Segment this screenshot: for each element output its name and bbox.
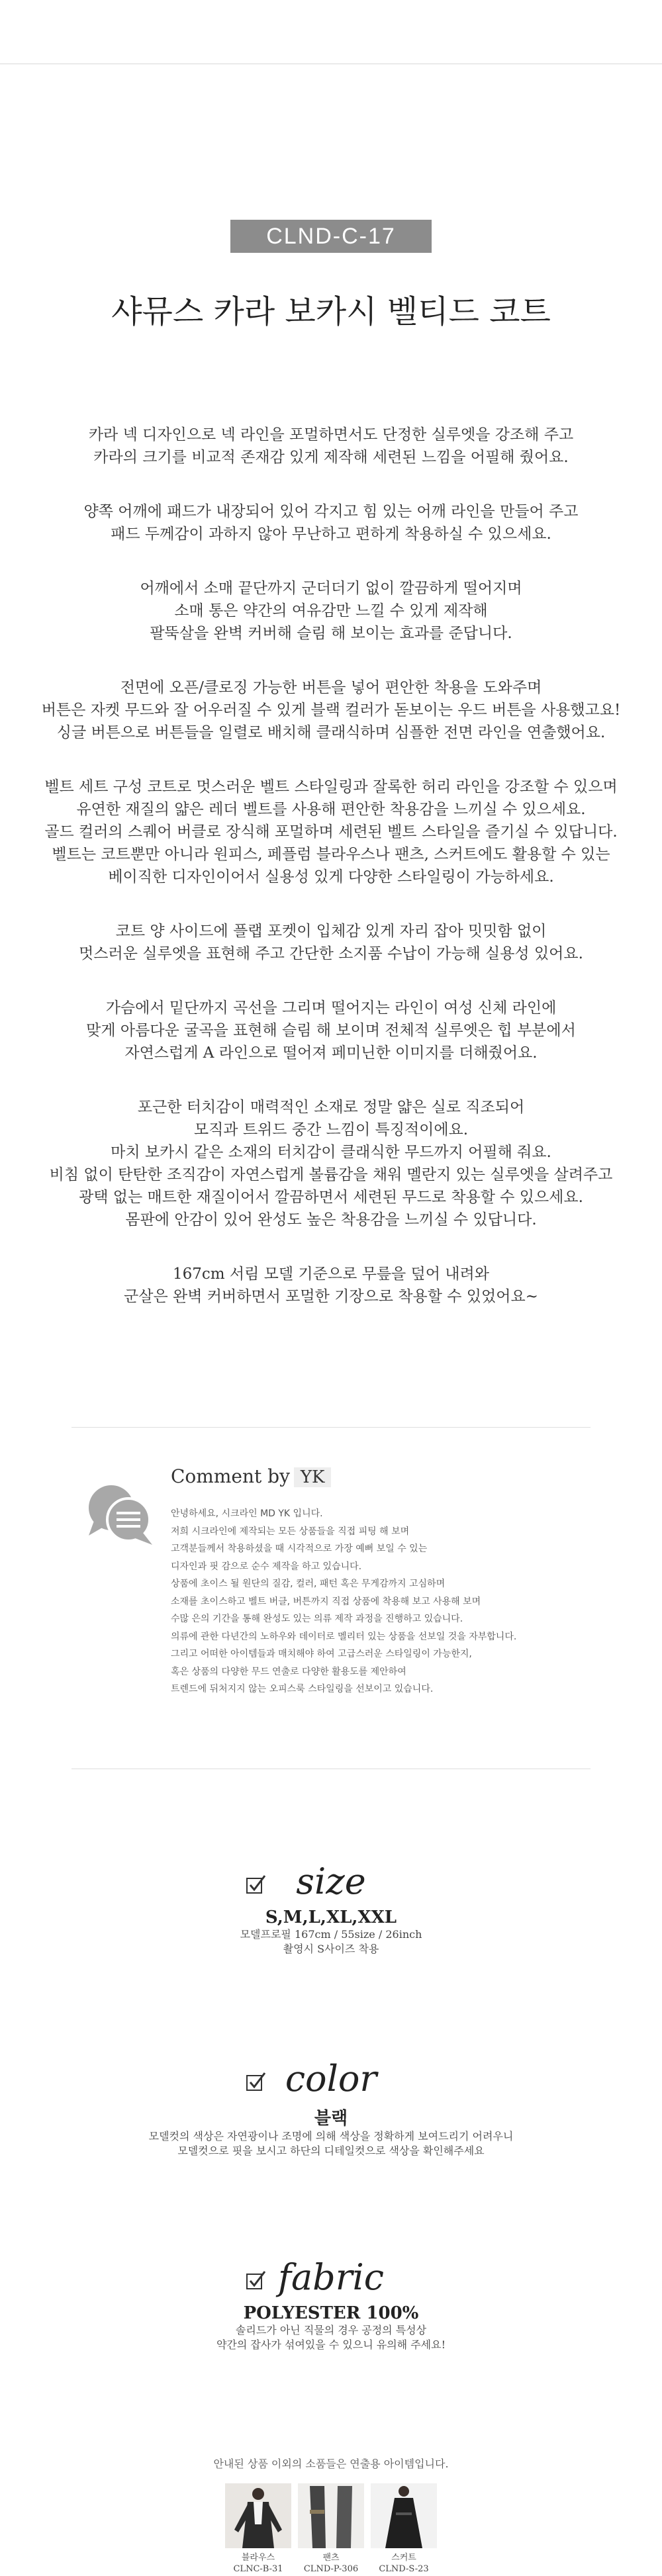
size-title: size: [296, 1861, 366, 1902]
related-item-name: 팬츠: [322, 2553, 340, 2563]
fabric-section: [0, 2254, 662, 2352]
description-line: 골드 컬러의 스퀘어 버클로 장식해 포멀하며 세련된 벨트 스타일을 즐기실 수 있답니다.: [44, 823, 618, 841]
related-item-code: CLNC-B-31: [233, 2564, 283, 2574]
description-line: 벨트 세트 구성 코트로 멋스러운 벨트 스타일링과 잘록한 허리 라인을 강조할 수 있으며: [44, 778, 618, 796]
description-line: 양쪽 어깨에 패드가 내장되어 있어 각지고 힘 있는 어깨 라인을 만들어 주고: [83, 503, 579, 520]
checkbox-icon: [245, 1873, 267, 1896]
product-code-badge: CLND-C-17: [230, 220, 432, 253]
description-paragraph: [0, 1263, 662, 1308]
description-line: 코트 양 사이드에 플랩 포켓이 입체감 있게 자리 잡아 밋밋함 없이: [115, 923, 547, 940]
description-line: 베이직한 디자인이어서 실용성 있게 다양한 스타일링이 가능하세요.: [108, 868, 554, 886]
fabric-note: 약간의 잡사가 섞여있을 수 있으니 유의해 주세요!: [216, 2338, 446, 2351]
comment-line: 고객분들께서 착용하셨을 때 시각적으로 가장 예뻐 보일 수 있는: [171, 1543, 428, 1554]
description-line: 팔뚝살을 완벽 커버해 슬림 해 보이는 효과를 준답니다.: [150, 625, 512, 642]
comment-heading: [171, 1465, 331, 1487]
comment-line: 소재를 초이스하고 벨트 버클, 버튼까지 직접 상품에 착용해 보고 사용해 보며: [171, 1596, 481, 1607]
fabric-title: fabric: [277, 2256, 385, 2298]
color-note: 모델컷의 색상은 자연광이나 조명에 의해 색상을 정확하게 보여드리기 어려우니: [148, 2130, 514, 2142]
description-line: 마치 보카시 같은 소재의 터치감이 클래식한 무드까지 어필해 줘요.: [111, 1144, 551, 1161]
comment-line: 저희 시크라인에 제작되는 모든 상품들을 직접 피팅 해 보며: [171, 1526, 410, 1537]
product-description: [0, 424, 662, 1340]
skirt-label: [361, 2552, 447, 2575]
description-paragraph: [0, 1096, 662, 1231]
description-line: 포근한 터치감이 매력적인 소재로 정말 얇은 실로 직조되어: [137, 1099, 525, 1116]
fabric-note: 솔리드가 아닌 직물의 경우 공정의 특성상: [235, 2324, 427, 2336]
description-line: 벨트는 코트뿐만 아니라 원피스, 페플럼 블라우스나 팬츠, 스커트에도 활용할 수 있는: [52, 846, 610, 863]
skirt-thumbnail[interactable]: [371, 2483, 437, 2548]
comment-line: 안녕하세요, 시크라인 MD YK 입니다.: [171, 1508, 323, 1519]
color-section: [0, 2056, 662, 2158]
description-line: 광택 없는 매트한 재질이어서 깔끔하면서 세련된 무드로 착용할 수 있으세요.: [79, 1189, 583, 1206]
description-paragraph: [0, 500, 662, 545]
size-header: [0, 1859, 662, 1905]
description-line: 전면에 오픈/클로징 가능한 버튼을 넣어 편안한 착용을 도와주며: [120, 679, 542, 696]
comment-line: 의류에 관한 다년간의 노하우와 데이터로 멜리터 있는 상품을 선보일 것을 자부합니다.: [171, 1631, 517, 1642]
description-line: 버튼은 자켓 무드와 잘 어우러질 수 있게 블랙 컬러가 돋보이는 우드 버튼을 사용했고요!: [41, 702, 621, 719]
description-line: 맞게 아름다운 굴곡을 표현해 슬림 해 보이며 전체적 실루엣은 힙 부분에서: [86, 1022, 576, 1039]
description-line: 자연스럽게 A 라인으로 떨어져 페미닌한 이미지를 더해줬어요.: [124, 1044, 538, 1062]
color-value: 블랙: [314, 2109, 348, 2129]
size-section: [0, 1859, 662, 1956]
checkbox-icon: [245, 2269, 267, 2291]
description-line: 멋스러운 실루엣을 표현해 주고 간단한 소지품 수납이 가능해 실용성 있어요.: [79, 945, 583, 962]
description-paragraph: [0, 424, 662, 469]
comment-line: 그리고 어떠한 아이템들과 매치해야 하여 고급스러운 스타일링이 가능한지,: [171, 1649, 472, 1659]
speech-bubbles-icon: [85, 1481, 158, 1547]
section-divider: [71, 1427, 591, 1428]
comment-line: 트렌드에 뒤처지지 않는 오피스룩 스타일링을 선보이고 있습니다.: [171, 1684, 434, 1694]
description-line: 싱글 버튼으로 버튼들을 일렬로 배치해 클래식하며 심플한 전면 라인을 연출했어요.: [56, 724, 606, 741]
description-line: 소매 통은 약간의 여유감만 느낄 수 있게 제작해: [174, 602, 488, 620]
description-line: 카라 넥 디자인으로 넥 라인을 포멀하면서도 단정한 실루엣을 강조해 주고: [88, 426, 574, 443]
description-line: 패드 두께감이 과하지 않아 무난하고 편하게 착용하실 수 있으세요.: [111, 526, 551, 543]
comment-body: [171, 1505, 581, 1698]
description-paragraph: [0, 776, 662, 888]
related-item-name: 블라우스: [241, 2553, 275, 2563]
description-line: 비침 없이 탄탄한 조직감이 자연스럽게 볼륨감을 채워 멜란지 있는 실루엣을 살려주고: [49, 1166, 613, 1183]
description-line: 카라의 크기를 비교적 존재감 있게 제작해 세련된 느낌을 어필해 줬어요.: [93, 449, 569, 466]
description-line: 군살은 완벽 커버하면서 포멀한 기장으로 착용할 수 있었어요~: [124, 1288, 538, 1305]
color-note: 모델컷으로 핏을 보시고 하단의 디테일컷으로 색상을 확인해주세요: [177, 2144, 485, 2157]
blouse-thumbnail[interactable]: [225, 2483, 291, 2548]
related-item-code: CLND-P-306: [303, 2564, 359, 2574]
description-line: 가슴에서 밑단까지 곡선을 그리며 떨어지는 라인이 여성 신체 라인에: [105, 999, 557, 1017]
related-item-name: 스커트: [391, 2553, 416, 2563]
checkbox-icon: [245, 2070, 267, 2093]
related-item-code: CLND-S-23: [379, 2564, 429, 2574]
comment-author: YK: [294, 1467, 332, 1487]
fabric-value: POLYESTER 100%: [243, 2303, 419, 2323]
comment-line: 혹은 상품의 다양한 무드 연출로 다양한 활용도를 제안하여: [171, 1666, 406, 1677]
description-paragraph: [0, 920, 662, 965]
description-paragraph: [0, 676, 662, 744]
size-value: S,M,L,XL,XXL: [265, 1908, 397, 1927]
comment-heading-label: Comment by: [171, 1465, 290, 1487]
product-title: 샤뮤스 카라 보카시 벨티드 코트: [111, 293, 551, 330]
color-title: color: [285, 2058, 377, 2099]
comment-line: 디자인과 핏 감으로 순수 제작을 하고 있습니다.: [171, 1561, 362, 1572]
description-line: 167cm 서림 모델 기준으로 무릎을 덮어 내려와: [173, 1265, 489, 1283]
related-items-note: 안내된 상품 이외의 소품들은 연출용 아이템입니다.: [213, 2458, 449, 2470]
fabric-header: [0, 2254, 662, 2301]
description-line: 유연한 재질의 얇은 레더 벨트를 사용해 편안한 착용감을 느끼실 수 있으세요.: [76, 801, 586, 818]
description-line: 모직과 트위드 중간 느낌이 특징적이에요.: [193, 1121, 469, 1138]
size-note: 모델프로필 167cm / 55size / 26inch: [240, 1928, 422, 1941]
description-line: 몸판에 안감이 있어 완성도 높은 착용감을 느끼실 수 있답니다.: [125, 1211, 537, 1228]
description-line: 어깨에서 소매 끝단까지 군더더기 없이 깔끔하게 떨어지며: [140, 580, 522, 597]
color-header: [0, 2056, 662, 2102]
description-paragraph: [0, 997, 662, 1064]
comment-line: 수많 은의 기간을 통해 완성도 있는 의류 제작 과정을 진행하고 있습니다.: [171, 1614, 463, 1624]
comment-line: 상품에 초이스 될 원단의 질감, 컬러, 패턴 혹은 무게감까지 고심하며: [171, 1579, 446, 1589]
size-note: 촬영시 S사이즈 착용: [283, 1943, 379, 1955]
description-paragraph: [0, 577, 662, 645]
pants-thumbnail[interactable]: [298, 2483, 364, 2548]
